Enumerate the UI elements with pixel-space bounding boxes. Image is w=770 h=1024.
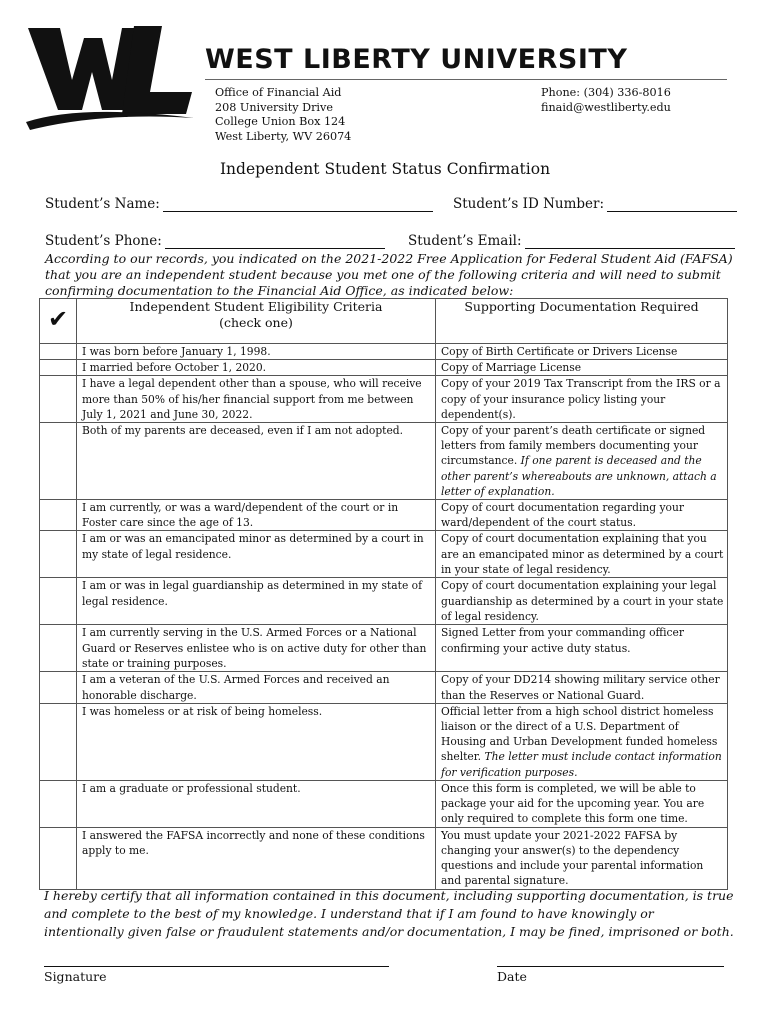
email-address[interactable]: finaid@westliberty.edu (541, 100, 671, 114)
criteria-cell: I was homeless or at risk of being homeless. (77, 703, 436, 780)
documentation-text: Copy of Marriage License (441, 361, 582, 375)
documentation-text: Official letter from a high school district homeless liaison or the direct of a U.S. Department of Housing and Urban Development funded homeless shelter. (441, 704, 718, 764)
documentation-text: Copy of your 2019 Tax Transcript from the IRS or a copy of your insurance policy listing your dependent(s). (441, 377, 721, 421)
field-label: Student’s Email: (408, 233, 522, 249)
row-checkbox[interactable] (40, 344, 77, 360)
criteria-cell: I am or was an emancipated minor as determined by a court in my state of legal residence. (77, 531, 436, 578)
row-checkbox[interactable] (40, 360, 77, 376)
table-row (40, 625, 728, 672)
address-line: 208 University Drive (215, 100, 333, 114)
documentation-text: Copy of Birth Certificate or Drivers License (441, 345, 678, 358)
table-row (40, 344, 728, 360)
header-rule (205, 79, 727, 80)
row-checkbox[interactable] (40, 827, 77, 889)
table-row (40, 360, 728, 376)
documentation-text: You must update your 2021-2022 FAFSA by changing your answer(s) to the dependency questions and include your parental information and parental signature. (441, 828, 704, 888)
documentation-note: The letter must include contact information for verification purposes. (441, 750, 722, 779)
criteria-cell: I am or was in legal guardianship as determined in my state of legal residence. (77, 578, 436, 625)
documentation-note: If one parent is deceased and the other parent’s whereabouts are unknown, attach a letter of explanation. (441, 454, 717, 498)
criteria-cell: I am currently, or was a ward/dependent of the court or in Foster care since the age of 13. (77, 500, 436, 531)
documentation-text: Copy of court documentation explaining that you are an emancipated minor as determined by a court in your state of legal residency. (441, 532, 724, 576)
table-row (40, 376, 728, 423)
address-line: West Liberty, WV 26074 (215, 129, 352, 143)
criteria-cell: I was born before January 1, 1998. (77, 344, 436, 360)
table-row (40, 531, 728, 578)
documentation-cell (436, 344, 728, 360)
checkmark-icon: ✔ (40, 299, 77, 344)
field-label: Student’s Phone: (45, 233, 162, 249)
criteria-cell: I answered the FAFSA incorrectly and none of these conditions apply to me. (77, 827, 436, 889)
documentation-text: Once this form is completed, we will be able to package your aid for the upcoming year. You are only required to complete this form one time. (441, 781, 705, 826)
eligibility-table (39, 298, 728, 890)
address-line: Office of Financial Aid (215, 86, 342, 99)
certification-statement: I hereby certify that all information contained in this document, including supporting documentation, is true and complete to the best of my knowledge. I understand that if I am found to have knowingly or intentionally given false or fraudulent statements and/or documentation, I may be fined, imprisoned or both. (44, 888, 734, 939)
row-checkbox[interactable] (40, 578, 77, 625)
row-checkbox[interactable] (40, 780, 77, 827)
criteria-header-label: Independent Student Eligibility Criteria (129, 299, 383, 314)
table-header-row (40, 299, 728, 344)
office-contact (541, 86, 671, 115)
student-id-input[interactable] (607, 198, 737, 212)
form-title: Independent Student Status Confirmation (219, 160, 551, 178)
documentation-text: Copy of court documentation explaining your legal guardianship as determined by a court in your state of legal residency. (441, 579, 724, 623)
docs-header: Supporting Documentation Required (436, 299, 728, 344)
field-label: Student’s ID Number: (453, 196, 605, 212)
criteria-cell: I have a legal dependent other than a spouse, who will receive more than 50% of his/her financial support from me between July 1, 2021 and June 30, 2022. (77, 376, 436, 423)
criteria-cell: I am a veteran of the U.S. Armed Forces and received an honorable discharge. (77, 672, 436, 703)
table-row (40, 780, 728, 827)
documentation-cell (436, 703, 728, 780)
university-name: WEST LIBERTY UNIVERSITY (205, 44, 628, 75)
documentation-cell (436, 360, 728, 376)
date-label: Date (497, 969, 527, 984)
address-line: College Union Box 124 (215, 115, 346, 129)
student-name-input[interactable] (163, 198, 433, 212)
row-checkbox[interactable] (40, 703, 77, 780)
phone-number: Phone: (304) 336-8016 (541, 86, 671, 99)
criteria-subheader-label: (check one) (219, 314, 293, 330)
documentation-cell (436, 625, 728, 672)
criteria-cell: Both of my parents are deceased, even if I am not adopted. (77, 423, 436, 500)
criteria-cell: I married before October 1, 2020. (77, 360, 436, 376)
documentation-cell (436, 827, 728, 889)
documentation-text: Copy of your parent’s death certificate or signed letters from family members documenting your circumstance. (441, 424, 706, 468)
criteria-cell: I am currently serving in the U.S. Armed Forces or a National Guard or Reserves enlistee who is on active duty for other than state or training purposes. (77, 625, 436, 672)
intro-paragraph: According to our records, you indicated on the 2021-2022 Free Application for Federal Student Aid (FAFSA) that you are an independent student because you met one of the following criteria and will need to submit confirming documentation to the Financial Aid Office, as indicated below: (45, 251, 733, 299)
table-row (40, 827, 728, 889)
documentation-cell (436, 423, 728, 500)
date-line[interactable] (497, 966, 724, 967)
row-checkbox[interactable] (40, 672, 77, 703)
documentation-cell (436, 578, 728, 625)
student-phone-input[interactable] (165, 235, 385, 249)
documentation-cell (436, 531, 728, 578)
student-phone-field[interactable] (45, 233, 385, 249)
documentation-cell (436, 780, 728, 827)
field-label: Student’s Name: (45, 196, 160, 212)
documentation-cell (436, 672, 728, 703)
row-checkbox[interactable] (40, 531, 77, 578)
student-name-field[interactable] (45, 196, 433, 212)
row-checkbox[interactable] (40, 376, 77, 423)
documentation-cell (436, 500, 728, 531)
signature-label: Signature (44, 969, 107, 984)
documentation-text: Copy of your DD214 showing military service other than the Reserves or National Guard. (441, 673, 720, 702)
student-email-input[interactable] (525, 235, 735, 249)
documentation-text: Signed Letter from your commanding officer confirming your active duty status. (441, 626, 684, 655)
university-logo (22, 18, 197, 136)
signature-line[interactable] (44, 966, 389, 967)
row-checkbox[interactable] (40, 500, 77, 531)
office-address (215, 86, 351, 144)
documentation-text: Copy of court documentation regarding your ward/dependent of the court status. (441, 501, 684, 530)
row-checkbox[interactable] (40, 625, 77, 672)
table-row (40, 423, 728, 500)
student-id-field[interactable] (453, 196, 737, 212)
table-row (40, 578, 728, 625)
criteria-cell: I am a graduate or professional student. (77, 780, 436, 827)
student-email-field[interactable] (408, 233, 735, 249)
row-checkbox[interactable] (40, 423, 77, 500)
documentation-cell (436, 376, 728, 423)
criteria-header (77, 299, 436, 344)
table-row (40, 672, 728, 703)
table-row (40, 703, 728, 780)
table-row (40, 500, 728, 531)
